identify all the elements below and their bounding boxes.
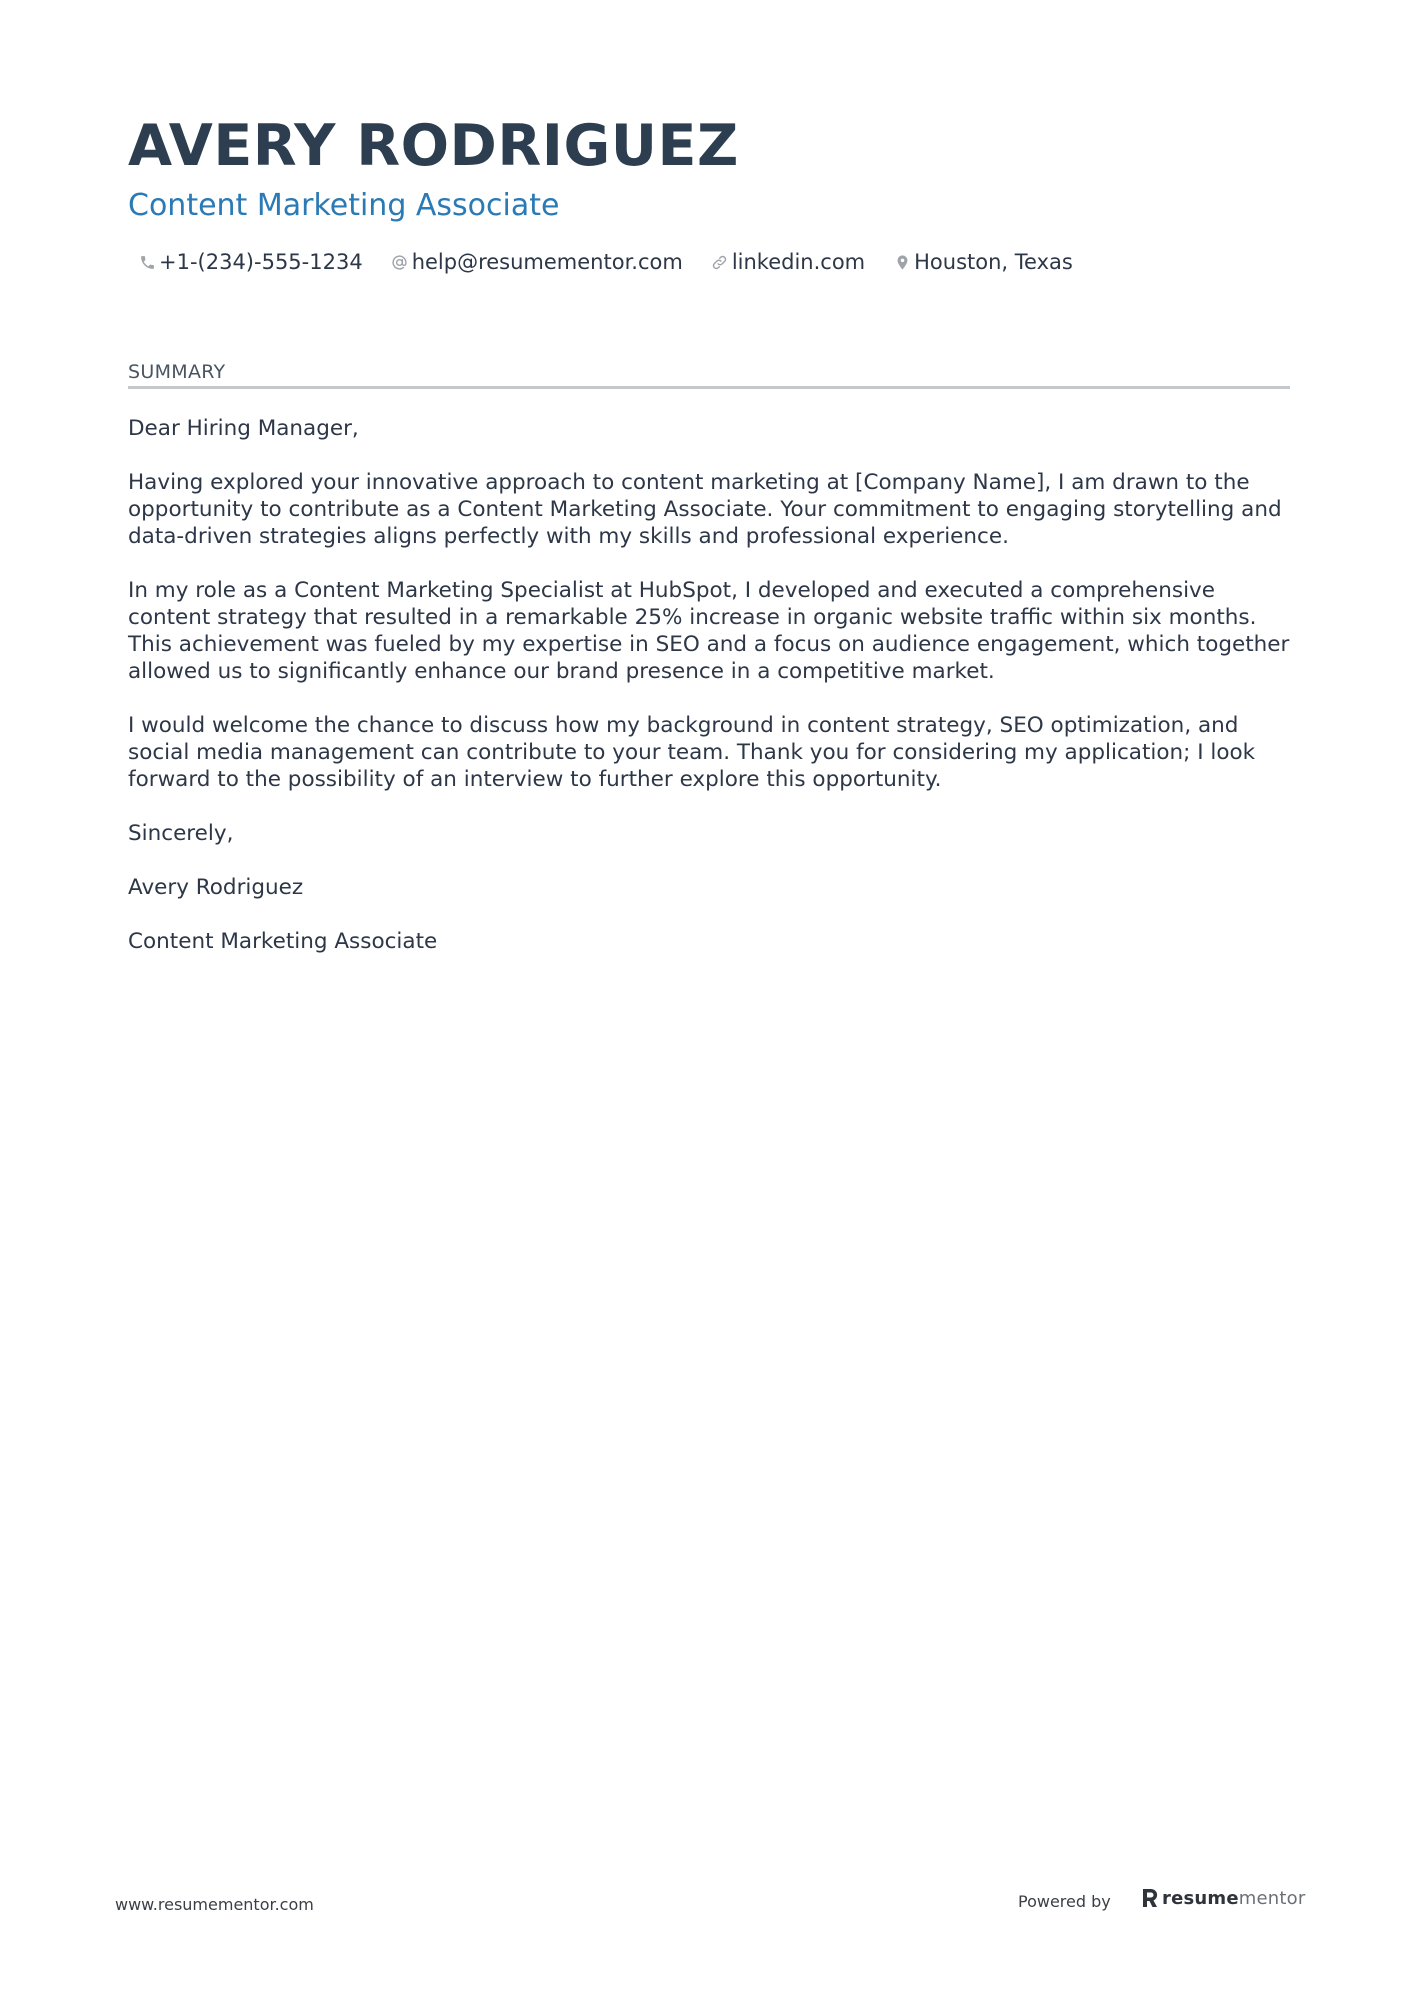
brand-logo[interactable]	[1141, 1887, 1305, 1909]
at-icon	[389, 251, 411, 273]
contact-phone-text: +1-(234)-555-1234	[159, 250, 363, 274]
powered-by-label: Powered by	[1018, 1892, 1111, 1911]
contact-phone	[136, 250, 363, 274]
section-divider	[128, 386, 1290, 389]
salutation: Dear Hiring Manager,	[128, 416, 359, 441]
job-title: Content Marketing Associate	[128, 188, 560, 223]
brand-wordmark	[1162, 1888, 1305, 1909]
body-paragraph: I would welcome the chance to discuss how my background in content strategy, SEO optimization, and social media management can contribute to your team. Thank you for considering my application; I look forward to the possibility of an interview to further explore this opportunity.	[128, 713, 1256, 792]
section-heading-summary: SUMMARY	[128, 361, 226, 383]
contact-linkedin-text[interactable]: linkedin.com	[731, 250, 866, 274]
candidate-name: AVERY RODRIGUEZ	[128, 113, 739, 179]
contact-location	[891, 250, 1073, 274]
phone-icon	[136, 251, 158, 273]
brand-wordmark-bold: resume	[1162, 1887, 1239, 1909]
contact-email-text[interactable]: help@resumementor.com	[411, 250, 683, 274]
location-pin-icon	[891, 251, 913, 273]
body-paragraph: In my role as a Content Marketing Specialist at HubSpot, I developed and executed a comprehensive content strategy that resulted in a remarkable 25% increase in organic website traffic within six months. This achievement was fueled by my expertise in SEO and a focus on audience engagement, which together allowed us to significantly enhance our brand presence in a competitive market.	[128, 578, 1290, 684]
resumementor-logo-icon	[1141, 1887, 1159, 1909]
brand-wordmark-light: mentor	[1238, 1887, 1306, 1909]
contact-location-text: Houston, Texas	[914, 250, 1073, 274]
signature-name: Avery Rodriguez	[128, 875, 304, 900]
body-paragraph: Having explored your innovative approach to content marketing at [Company Name], I am drawn to the opportunity to contribute as a Content Marketing Associate. Your commitment to engaging storytelling and data-driven strategies aligns perfectly with my skills and professional experience.	[128, 470, 1282, 549]
contact-linkedin[interactable]	[709, 250, 865, 274]
footer-website-link[interactable]: www.resumementor.com	[115, 1895, 314, 1914]
contact-bar	[136, 245, 1099, 279]
closing: Sincerely,	[128, 821, 234, 846]
signature-title: Content Marketing Associate	[128, 929, 438, 954]
letter-body	[128, 415, 1298, 982]
link-icon	[709, 251, 731, 273]
contact-email[interactable]	[389, 250, 683, 274]
